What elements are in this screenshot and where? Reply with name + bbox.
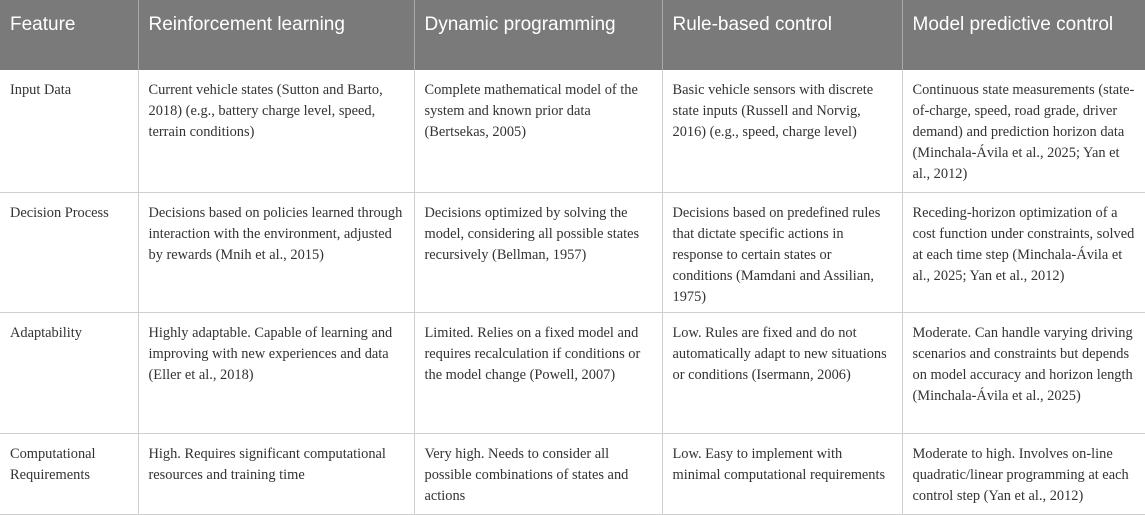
table-row (0, 312, 1145, 433)
table-cell: Low. Rules are fixed and do not automatically adapt to new situations or conditions (Isermann, 2006) (662, 312, 902, 433)
table-body (0, 70, 1145, 514)
header-rule-based-control: Rule-based control (662, 0, 902, 70)
table-cell: Current vehicle states (Sutton and Barto, 2018) (e.g., battery charge level, speed, terrain conditions) (138, 70, 414, 192)
table-cell: Decisions based on predefined rules that dictate specific actions in response to certain states or conditions (Mamdani and Assilian, 1975) (662, 192, 902, 312)
header-feature: Feature (0, 0, 138, 70)
table-header (0, 0, 1145, 70)
table-cell: Very high. Needs to consider all possible combinations of states and actions (414, 433, 662, 514)
table-row (0, 70, 1145, 192)
table-cell: Moderate to high. Involves on-line quadratic/linear programming at each control step (Yan et al., 2012) (902, 433, 1145, 514)
row-label: Adaptability (0, 312, 138, 433)
table-cell: Continuous state measurements (state-of-charge, speed, road grade, driver demand) and prediction horizon data (Minchala-Ávila et al., 2025; Yan et al., 2012) (902, 70, 1145, 192)
table-row (0, 192, 1145, 312)
header-row (0, 0, 1145, 70)
table-cell: Complete mathematical model of the system and known prior data (Bertsekas, 2005) (414, 70, 662, 192)
row-label: Decision Process (0, 192, 138, 312)
table-cell: Limited. Relies on a fixed model and requires recalculation if conditions or the model change (Powell, 2007) (414, 312, 662, 433)
table-cell: Receding-horizon optimization of a cost function under constraints, solved at each time step (Minchala-Ávila et al., 2025; Yan et al., 2012) (902, 192, 1145, 312)
row-label: Computational Requirements (0, 433, 138, 514)
table-cell: Decisions based on policies learned through interaction with the environment, adjusted by rewards (Mnih et al., 2015) (138, 192, 414, 312)
header-reinforcement-learning: Reinforcement learning (138, 0, 414, 70)
table-row (0, 433, 1145, 514)
table-cell: Basic vehicle sensors with discrete state inputs (Russell and Norvig, 2016) (e.g., speed, charge level) (662, 70, 902, 192)
table-cell: High. Requires significant computational resources and training time (138, 433, 414, 514)
table-cell: Moderate. Can handle varying driving scenarios and constraints but depends on model accuracy and horizon length (Minchala-Ávila et al., 2025) (902, 312, 1145, 433)
table-cell: Highly adaptable. Capable of learning and improving with new experiences and data (Eller et al., 2018) (138, 312, 414, 433)
row-label: Input Data (0, 70, 138, 192)
table-cell: Low. Easy to implement with minimal computational requirements (662, 433, 902, 514)
header-dynamic-programming: Dynamic programming (414, 0, 662, 70)
table-cell: Decisions optimized by solving the model, considering all possible states recursively (Bellman, 1957) (414, 192, 662, 312)
header-model-predictive-control: Model predictive control (902, 0, 1145, 70)
